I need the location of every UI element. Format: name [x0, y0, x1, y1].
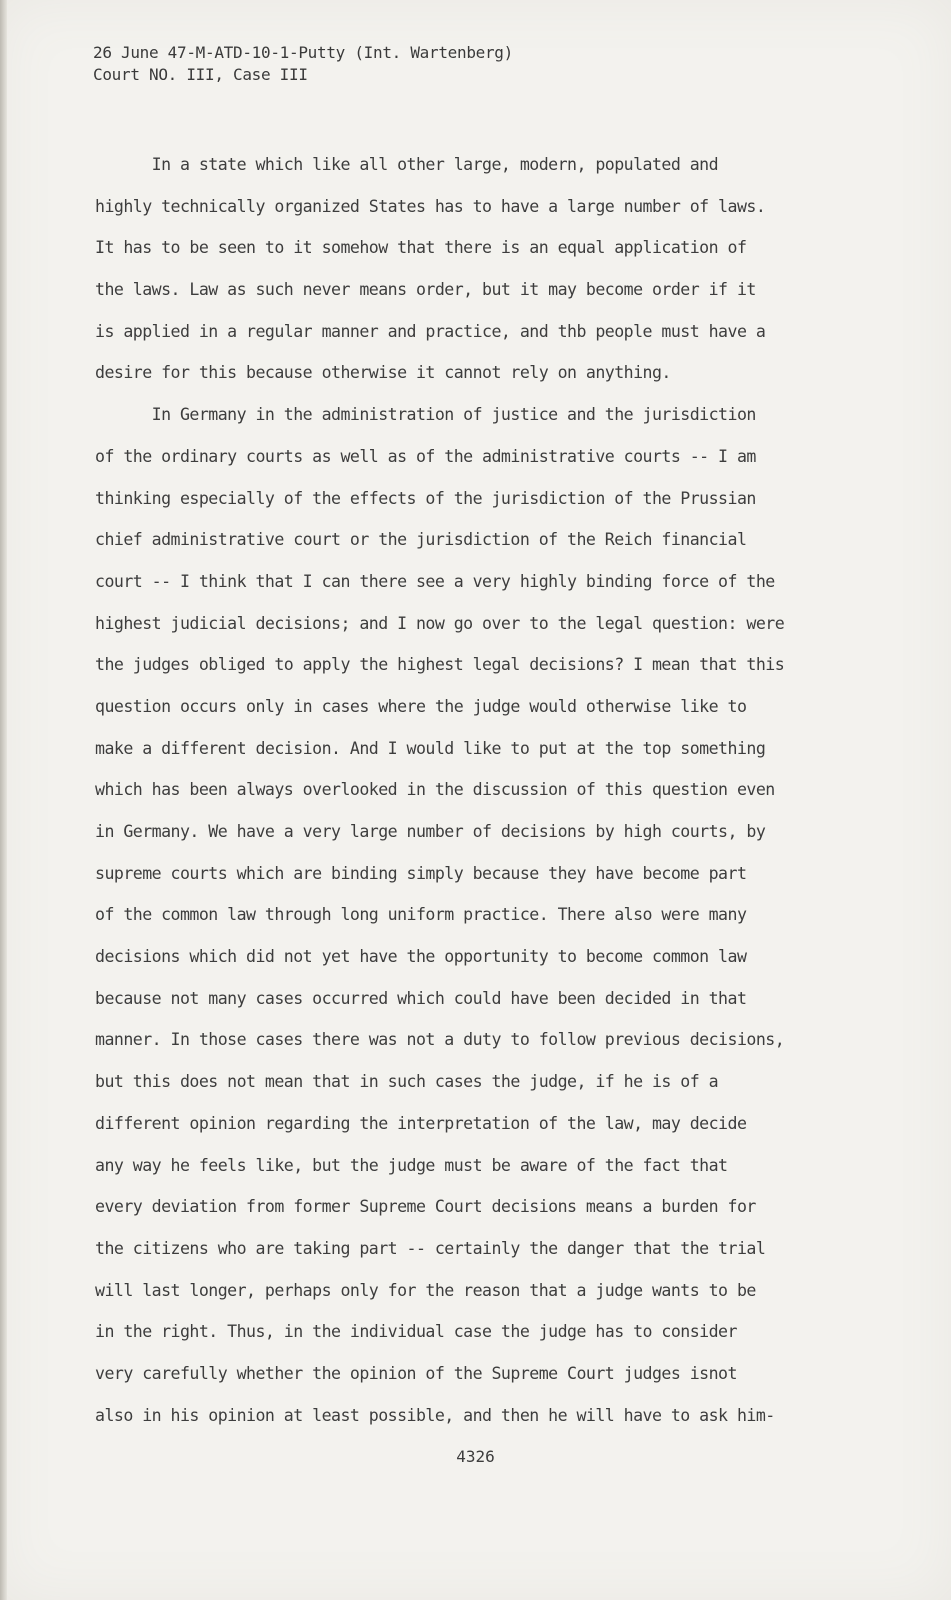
text-line: different opinion regarding the interpretation of the law, may decide: [95, 1113, 747, 1133]
page-edge: [0, 0, 7, 1600]
text-line: also in his opinion at least possible, and then he will have to ask him-: [95, 1405, 775, 1425]
body-text: [95, 144, 855, 1436]
text-line: question occurs only in cases where the judge would otherwise like to: [95, 696, 747, 716]
text-line: chief administrative court or the jurisdiction of the Reich financial: [95, 530, 747, 550]
text-line: of the common law through long uniform practice. There also were many: [95, 905, 747, 925]
text-line: because not many cases occurred which could have been decided in that: [95, 988, 747, 1008]
text-line: which has been always overlooked in the discussion of this question even: [95, 780, 775, 800]
text-line: will last longer, perhaps only for the reason that a judge wants to be: [95, 1280, 756, 1300]
text-line: the citizens who are taking part -- certainly the danger that the trial: [95, 1238, 766, 1258]
text-line: thinking especially of the effects of the jurisdiction of the Prussian: [95, 488, 756, 508]
text-line: make a different decision. And I would like to put at the top something: [95, 738, 766, 758]
page-number: 4326: [456, 1447, 495, 1466]
text-line: highly technically organized States has to have a large number of laws.: [95, 196, 766, 216]
text-line: in the right. Thus, in the individual case the judge has to consider: [95, 1322, 737, 1342]
text-line: manner. In those cases there was not a duty to follow previous decisions,: [95, 1030, 785, 1050]
text-line: very carefully whether the opinion of the Supreme Court judges isnot: [95, 1363, 737, 1383]
text-line: In a state which like all other large, modern, populated and: [95, 155, 719, 174]
text-line: court -- I think that I can there see a very highly binding force of the: [95, 571, 775, 591]
text-line: highest judicial decisions; and I now go over to the legal question: were: [95, 613, 785, 633]
text-line: every deviation from former Supreme Court decisions means a burden for: [95, 1197, 756, 1217]
text-line: but this does not mean that in such cases the judge, if he is of a: [95, 1072, 719, 1092]
text-line: It has to be seen to it somehow that there is an equal application of: [95, 238, 747, 258]
document-header: [93, 42, 513, 86]
text-line: desire for this because otherwise it cannot rely on anything.: [95, 363, 671, 383]
text-line: the laws. Law as such never means order, but it may become order if it: [95, 280, 756, 300]
header-line-1: 26 June 47-M-ATD-10-1-Putty (Int. Wartenberg): [93, 43, 513, 62]
text-line: is applied in a regular manner and practice, and thb people must have a: [95, 321, 766, 341]
text-line: in Germany. We have a very large number of decisions by high courts, by: [95, 822, 766, 841]
text-line: decisions which did not yet have the opportunity to become common law: [95, 947, 747, 967]
header-line-2: Court NO. III, Case III: [93, 65, 308, 84]
text-line: of the ordinary courts as well as of the administrative courts -- I am: [95, 446, 756, 466]
text-line: the judges obliged to apply the highest legal decisions? I mean that this: [95, 655, 785, 675]
text-line: any way he feels like, but the judge must be aware of the fact that: [95, 1155, 728, 1175]
text-line: supreme courts which are binding simply because they have become part: [95, 863, 747, 883]
text-line: In Germany in the administration of justice and the jurisdiction: [95, 405, 756, 425]
